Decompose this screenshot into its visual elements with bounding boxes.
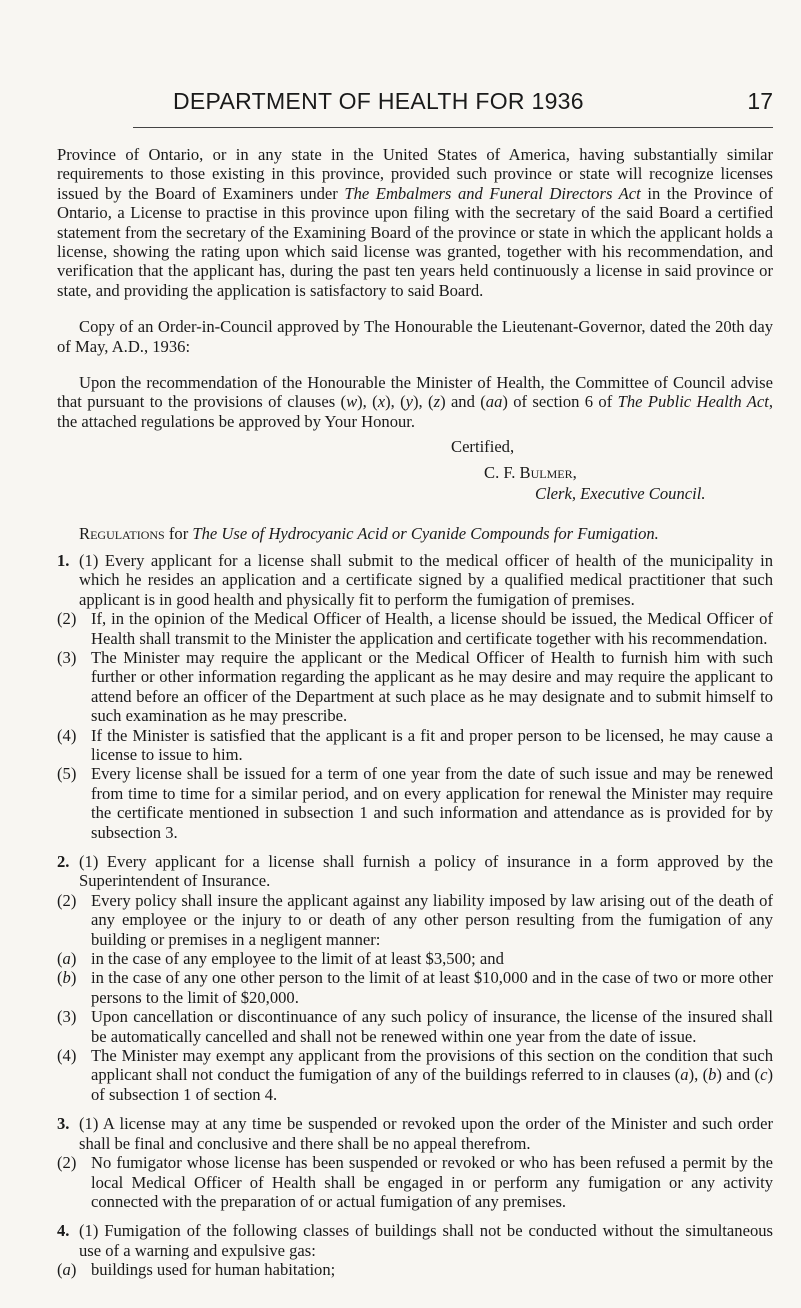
clause: (a) in the case of any employee to the limit of at least $3,500; and bbox=[57, 949, 773, 968]
subsection bbox=[57, 609, 773, 648]
sep: ), ( bbox=[688, 1065, 709, 1085]
sep: ), ( bbox=[357, 392, 378, 412]
subsection bbox=[57, 1046, 773, 1104]
subsection-text: No fumigator whose license has been suspended or revoked or who has been refused a permit by the local Medical Officer of Health shall be engaged in or perform any fumigation or any activity connected with the preparation of or actual fumigation of any premises. bbox=[91, 1153, 773, 1211]
section-text: (1) Every applicant for a license shall furnish a policy of insurance in a form approved by the Superintendent of Insurance. bbox=[79, 852, 773, 891]
intro-text-2: in the Province of Ontario, a License to practise in this province upon filing with the secretary of the said Board a certified statement from the secretary of the Examining Board of the province or state in which the applicant holds a license, showing the rating upon which said license was granted, together with his recommendation, and verification that the applicant has, during the past ten years held continuously a license in said province or state, and providing the application is satisfactory to said Board. bbox=[57, 183, 773, 300]
section-text: (1) Every applicant for a license shall submit to the medical officer of health of the municipality in which he resides an application and a certificate signed by a qualified medical practitioner that such applicant is in good health and physically fit to perform the fumigation of premises. bbox=[79, 550, 773, 609]
subsection bbox=[57, 648, 773, 726]
text: The Minister may exempt any applicant from the provisions of this section on the condition that such applicant shall not conduct the fumigation of any of the buildings referred to in clauses ( bbox=[91, 1046, 773, 1085]
rec-text-2: ) of section 6 of bbox=[502, 392, 618, 412]
section-number: 1. bbox=[57, 550, 70, 570]
running-header bbox=[133, 88, 773, 118]
subsection-number: (2) bbox=[57, 1153, 77, 1173]
subsection-number: (2) bbox=[57, 890, 77, 910]
subsection-text: Upon cancellation or discontinuance of any such policy of insurance, the license of the insured shall be automatically cancelled and shall not be renewed within one year from the date of issue. bbox=[91, 1007, 773, 1046]
section-number: 4. bbox=[57, 1221, 70, 1241]
header-title: DEPARTMENT OF HEALTH FOR 1936 bbox=[173, 88, 584, 114]
clause-x: x bbox=[377, 392, 386, 412]
clause-letter: b bbox=[62, 968, 71, 988]
section-text: (1) Fumigation of the following classes of buildings shall not be conducted without the simultaneous use of a warning and expulsive gas: bbox=[79, 1221, 773, 1260]
clause-ref: c bbox=[760, 1065, 768, 1085]
clause-letter: a bbox=[62, 949, 71, 969]
subsection-number: (2) bbox=[57, 609, 77, 629]
clause-text: buildings used for human habitation; bbox=[91, 1260, 336, 1280]
header-rule bbox=[133, 127, 773, 128]
section-number: 2. bbox=[57, 852, 70, 871]
intro-paragraph bbox=[57, 145, 773, 300]
section-2 bbox=[57, 852, 773, 891]
clause-ref: b bbox=[708, 1065, 717, 1085]
certified-label: Certified, bbox=[451, 437, 515, 457]
subsection-text: If the Minister is satisfied that the applicant is a fit and proper person to be licensed, he may cause a license to issue to him. bbox=[91, 725, 773, 764]
act-title: The Public Health Act bbox=[617, 392, 769, 412]
clause-letter: a bbox=[62, 1260, 71, 1280]
signatory-role bbox=[57, 484, 773, 503]
subsection bbox=[57, 726, 773, 765]
subsection-text bbox=[91, 1046, 773, 1104]
subsection-number: (4) bbox=[57, 1046, 77, 1066]
subsection-number: (3) bbox=[57, 1007, 77, 1027]
clause-aa: aa bbox=[485, 392, 503, 412]
sep: ), ( bbox=[413, 392, 434, 412]
subsection bbox=[57, 891, 773, 949]
section-1 bbox=[57, 551, 773, 609]
sep: ), ( bbox=[385, 392, 406, 412]
heading-prefix: Regulations bbox=[79, 523, 165, 543]
heading-mid: for bbox=[164, 523, 193, 543]
clause: (a) buildings used for human habitation; bbox=[57, 1260, 773, 1279]
subsection-number: (3) bbox=[57, 647, 77, 667]
section-text: (1) A license may at any time be suspended or revoked upon the order of the Minister and such order shall be final and conclusive and there shall be no appeal therefrom. bbox=[79, 1114, 773, 1153]
order-copy: Copy of an Order-in-Council approved by The Honourable the Lieutenant-Governor, dated the 20th day of May, A.D., 1936: bbox=[57, 317, 773, 356]
subsection-text: If, in the opinion of the Medical Officer of Health, a license should be issued, the Medical Officer of Health shall transmit to the Minister the application and certificate together with his recommendation. bbox=[91, 609, 773, 648]
subsection-text: The Minister may require the applicant or the Medical Officer of Health to furnish him with such further or other information regarding the applicant as he may desire and may require the applicant to attend before an officer of the Department at such place as he may designate and to submit himself to such examination as he may prescribe. bbox=[91, 647, 773, 726]
rec-text-1: Upon the recommendation of the Honourable the Minister of Health, the Committee of Council advise that pursuant to the provisions of clauses ( bbox=[57, 373, 773, 412]
signatory-name: C. F. Bulmer, bbox=[484, 462, 577, 482]
clause-z: z bbox=[433, 392, 441, 412]
heading-title: The Use of Hydrocyanic Acid or Cyanide Compounds for Fumigation. bbox=[192, 523, 659, 543]
section-number: 3. bbox=[57, 1114, 70, 1134]
clause-y: y bbox=[405, 392, 414, 412]
subsection-number: (4) bbox=[57, 725, 77, 745]
text: ) of subsection 1 of section 4. bbox=[91, 1065, 773, 1104]
subsection bbox=[57, 1153, 773, 1211]
sep: ) and ( bbox=[440, 392, 486, 412]
page-number: 17 bbox=[747, 88, 773, 114]
document-body bbox=[57, 145, 773, 1280]
clause-text: in the case of any one other person to the limit of at least $10,000 and in the case of two or more other persons to the limit of $20,000. bbox=[91, 968, 773, 1007]
act-title: The Embalmers and Funeral Directors Act bbox=[344, 183, 641, 203]
clause-text: in the case of any employee to the limit of at least $3,500; and bbox=[91, 949, 504, 969]
intro-text-1: Province of Ontario, or in any state in the United States of America, having substantially similar requirements to those existing in this province, provided such province or state will recognize licenses issued by the Board of Examiners under bbox=[57, 145, 773, 203]
section-3 bbox=[57, 1114, 773, 1153]
subsection-number: (5) bbox=[57, 764, 77, 784]
clause: (b) in the case of any one other person to the limit of at least $10,000 and in the case of two or more other persons to the limit of $20,000. bbox=[57, 968, 773, 1007]
subsection bbox=[57, 1007, 773, 1046]
regulations-heading bbox=[57, 524, 773, 543]
subsection bbox=[57, 764, 773, 842]
subsection-text: Every policy shall insure the applicant against any liability imposed by law arising out of the death of any employee or the injury to or death of any other person resulting from the fumigation of any building or premises in a negligent manner: bbox=[91, 890, 773, 949]
sep: ) and ( bbox=[716, 1065, 761, 1085]
clause-w: w bbox=[346, 392, 358, 412]
recommendation-paragraph bbox=[57, 373, 773, 431]
clause-ref: a bbox=[680, 1065, 689, 1085]
subsection-text: Every license shall be issued for a term of one year from the date of such issue and may be renewed from time to time for a similar period, and on every application for renewal the Minister may require the certificate mentioned in subsection 1 and such information and attendance as is provided for by subsection 3. bbox=[91, 764, 773, 842]
rec-text-3: , the attached regulations be approved by Your Honour. bbox=[57, 392, 773, 431]
role-text: Clerk, Executive Council. bbox=[535, 484, 706, 504]
section-4 bbox=[57, 1221, 773, 1260]
